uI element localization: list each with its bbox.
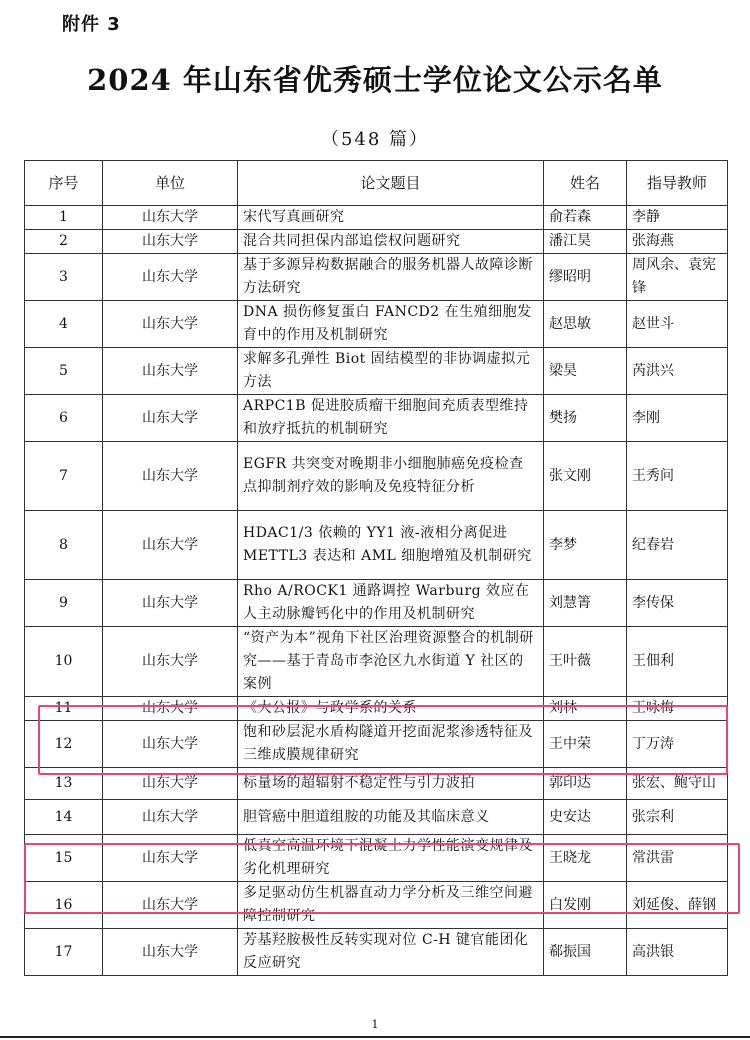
table-row <box>25 929 728 976</box>
cell-no: 13 <box>25 768 103 800</box>
cell-advisor: 赵世斗 <box>627 301 728 348</box>
header-no: 序号 <box>25 161 103 206</box>
cell-unit: 山东大学 <box>103 230 238 254</box>
cell-unit: 山东大学 <box>103 348 238 395</box>
table-row <box>25 580 728 627</box>
cell-no: 6 <box>25 395 103 442</box>
table-header-row <box>25 161 728 206</box>
table-row <box>25 697 728 721</box>
cell-unit: 山东大学 <box>103 442 238 511</box>
table-row <box>25 348 728 395</box>
cell-unit: 山东大学 <box>103 929 238 976</box>
table-row <box>25 511 728 580</box>
cell-title: Rho A/ROCK1 通路调控 Warburg 效应在人主动脉瓣钙化中的作用及机制研究 <box>238 580 544 627</box>
cell-advisor: 高洪银 <box>627 929 728 976</box>
cell-no: 15 <box>25 835 103 882</box>
cell-unit: 山东大学 <box>103 511 238 580</box>
document-title: 2024 年山东省优秀硕士学位论文公示名单 <box>87 63 663 97</box>
table-row <box>25 254 728 301</box>
table-row <box>25 721 728 768</box>
cell-name: 郭印达 <box>544 768 627 800</box>
cell-no: 5 <box>25 348 103 395</box>
cell-title: 芳基羟胺极性反转实现对位 C-H 键官能团化反应研究 <box>238 929 544 976</box>
cell-title: EGFR 共突变对晚期非小细胞肺癌免疫检查点抑制剂疗效的影响及免疫特征分析 <box>238 442 544 511</box>
cell-name: 刘慧箐 <box>544 580 627 627</box>
cell-unit: 山东大学 <box>103 206 238 230</box>
cell-advisor: 周风余、袁宪锋 <box>627 254 728 301</box>
cell-advisor: 李静 <box>627 206 728 230</box>
cell-unit: 山东大学 <box>103 882 238 929</box>
cell-unit: 山东大学 <box>103 580 238 627</box>
header-title: 论文题目 <box>238 161 544 206</box>
cell-no: 11 <box>25 697 103 721</box>
cell-title: 多足驱动仿生机器直动力学分析及三维空间避障控制研究 <box>238 882 544 929</box>
cell-title: HDAC1/3 依赖的 YY1 液-液相分离促进 METTL3 表达和 AML 细胞增殖及机制研究 <box>238 511 544 580</box>
page-number: 1 <box>371 1018 379 1031</box>
cell-no: 1 <box>25 206 103 230</box>
table-row <box>25 301 728 348</box>
cell-unit: 山东大学 <box>103 768 238 800</box>
cell-title: 低真空高温环境下混凝土力学性能演变规律及劣化机理研究 <box>238 835 544 882</box>
cell-unit: 山东大学 <box>103 301 238 348</box>
cell-title: 《大公报》与政学系的关系 <box>238 697 544 721</box>
cell-advisor: 李刚 <box>627 395 728 442</box>
cell-advisor: 张海燕 <box>627 230 728 254</box>
cell-unit: 山东大学 <box>103 800 238 835</box>
header-advisor: 指导教师 <box>627 161 728 206</box>
cell-name: 缪昭明 <box>544 254 627 301</box>
cell-no: 2 <box>25 230 103 254</box>
cell-advisor: 李传保 <box>627 580 728 627</box>
document-subtitle: （548 篇） <box>320 129 430 150</box>
cell-title: 求解多孔弹性 Biot 固结模型的非协调虚拟元方法 <box>238 348 544 395</box>
table-row <box>25 768 728 800</box>
cell-title: 饱和砂层泥水盾构隧道开挖面泥浆渗透特征及三维成膜规律研究 <box>238 721 544 768</box>
cell-title: 混合共同担保内部追偿权问题研究 <box>238 230 544 254</box>
cell-title: 基于多源异构数据融合的服务机器人故障诊断方法研究 <box>238 254 544 301</box>
cell-advisor: 张宗利 <box>627 800 728 835</box>
cell-advisor: 刘延俊、薛钢 <box>627 882 728 929</box>
cell-name: 王晓龙 <box>544 835 627 882</box>
cell-unit: 山东大学 <box>103 835 238 882</box>
cell-no: 8 <box>25 511 103 580</box>
cell-no: 14 <box>25 800 103 835</box>
cell-name: 张文刚 <box>544 442 627 511</box>
cell-no: 3 <box>25 254 103 301</box>
cell-name: 俞若森 <box>544 206 627 230</box>
cell-name: 梁昊 <box>544 348 627 395</box>
table-row <box>25 800 728 835</box>
cell-name: 赵思敏 <box>544 301 627 348</box>
table-row <box>25 627 728 697</box>
table-row <box>25 206 728 230</box>
cell-unit: 山东大学 <box>103 254 238 301</box>
cell-advisor: 丁万涛 <box>627 721 728 768</box>
cell-title: 宋代写真画研究 <box>238 206 544 230</box>
cell-unit: 山东大学 <box>103 697 238 721</box>
cell-name: 刘林 <box>544 697 627 721</box>
table-row <box>25 882 728 929</box>
cell-name: 史安达 <box>544 800 627 835</box>
cell-advisor: 王秀问 <box>627 442 728 511</box>
table-row <box>25 230 728 254</box>
cell-no: 10 <box>25 627 103 697</box>
cell-name: 王叶薇 <box>544 627 627 697</box>
cell-no: 4 <box>25 301 103 348</box>
cell-name: 潘江昊 <box>544 230 627 254</box>
table-row <box>25 442 728 511</box>
header-name: 姓名 <box>544 161 627 206</box>
cell-advisor: 常洪雷 <box>627 835 728 882</box>
cell-name: 白发刚 <box>544 882 627 929</box>
cell-unit: 山东大学 <box>103 627 238 697</box>
cell-no: 12 <box>25 721 103 768</box>
header-unit: 单位 <box>103 161 238 206</box>
table-row <box>25 835 728 882</box>
cell-name: 郗振国 <box>544 929 627 976</box>
cell-advisor: 王咏梅 <box>627 697 728 721</box>
table-row <box>25 395 728 442</box>
cell-unit: 山东大学 <box>103 721 238 768</box>
cell-no: 17 <box>25 929 103 976</box>
cell-title: 胆管癌中胆道组胺的功能及其临床意义 <box>238 800 544 835</box>
cell-title: 标量场的超辐射不稳定性与引力波拍 <box>238 768 544 800</box>
cell-title: “资产为本”视角下社区治理资源整合的机制研究——基于青岛市李沧区九水街道 Y 社区的案例 <box>238 627 544 697</box>
cell-advisor: 王佃利 <box>627 627 728 697</box>
cell-unit: 山东大学 <box>103 395 238 442</box>
cell-name: 李梦 <box>544 511 627 580</box>
bottom-rule <box>0 1036 750 1038</box>
cell-advisor: 芮洪兴 <box>627 348 728 395</box>
attachment-label: 附件 3 <box>62 14 121 35</box>
cell-title: ARPC1B 促进胶质瘤干细胞间充质表型维持和放疗抵抗的机制研究 <box>238 395 544 442</box>
cell-name: 王中荣 <box>544 721 627 768</box>
cell-advisor: 纪春岩 <box>627 511 728 580</box>
cell-advisor: 张宏、鲍守山 <box>627 768 728 800</box>
cell-no: 7 <box>25 442 103 511</box>
cell-no: 9 <box>25 580 103 627</box>
cell-name: 樊扬 <box>544 395 627 442</box>
thesis-list-table <box>24 160 728 976</box>
cell-title: DNA 损伤修复蛋白 FANCD2 在生殖细胞发育中的作用及机制研究 <box>238 301 544 348</box>
cell-no: 16 <box>25 882 103 929</box>
